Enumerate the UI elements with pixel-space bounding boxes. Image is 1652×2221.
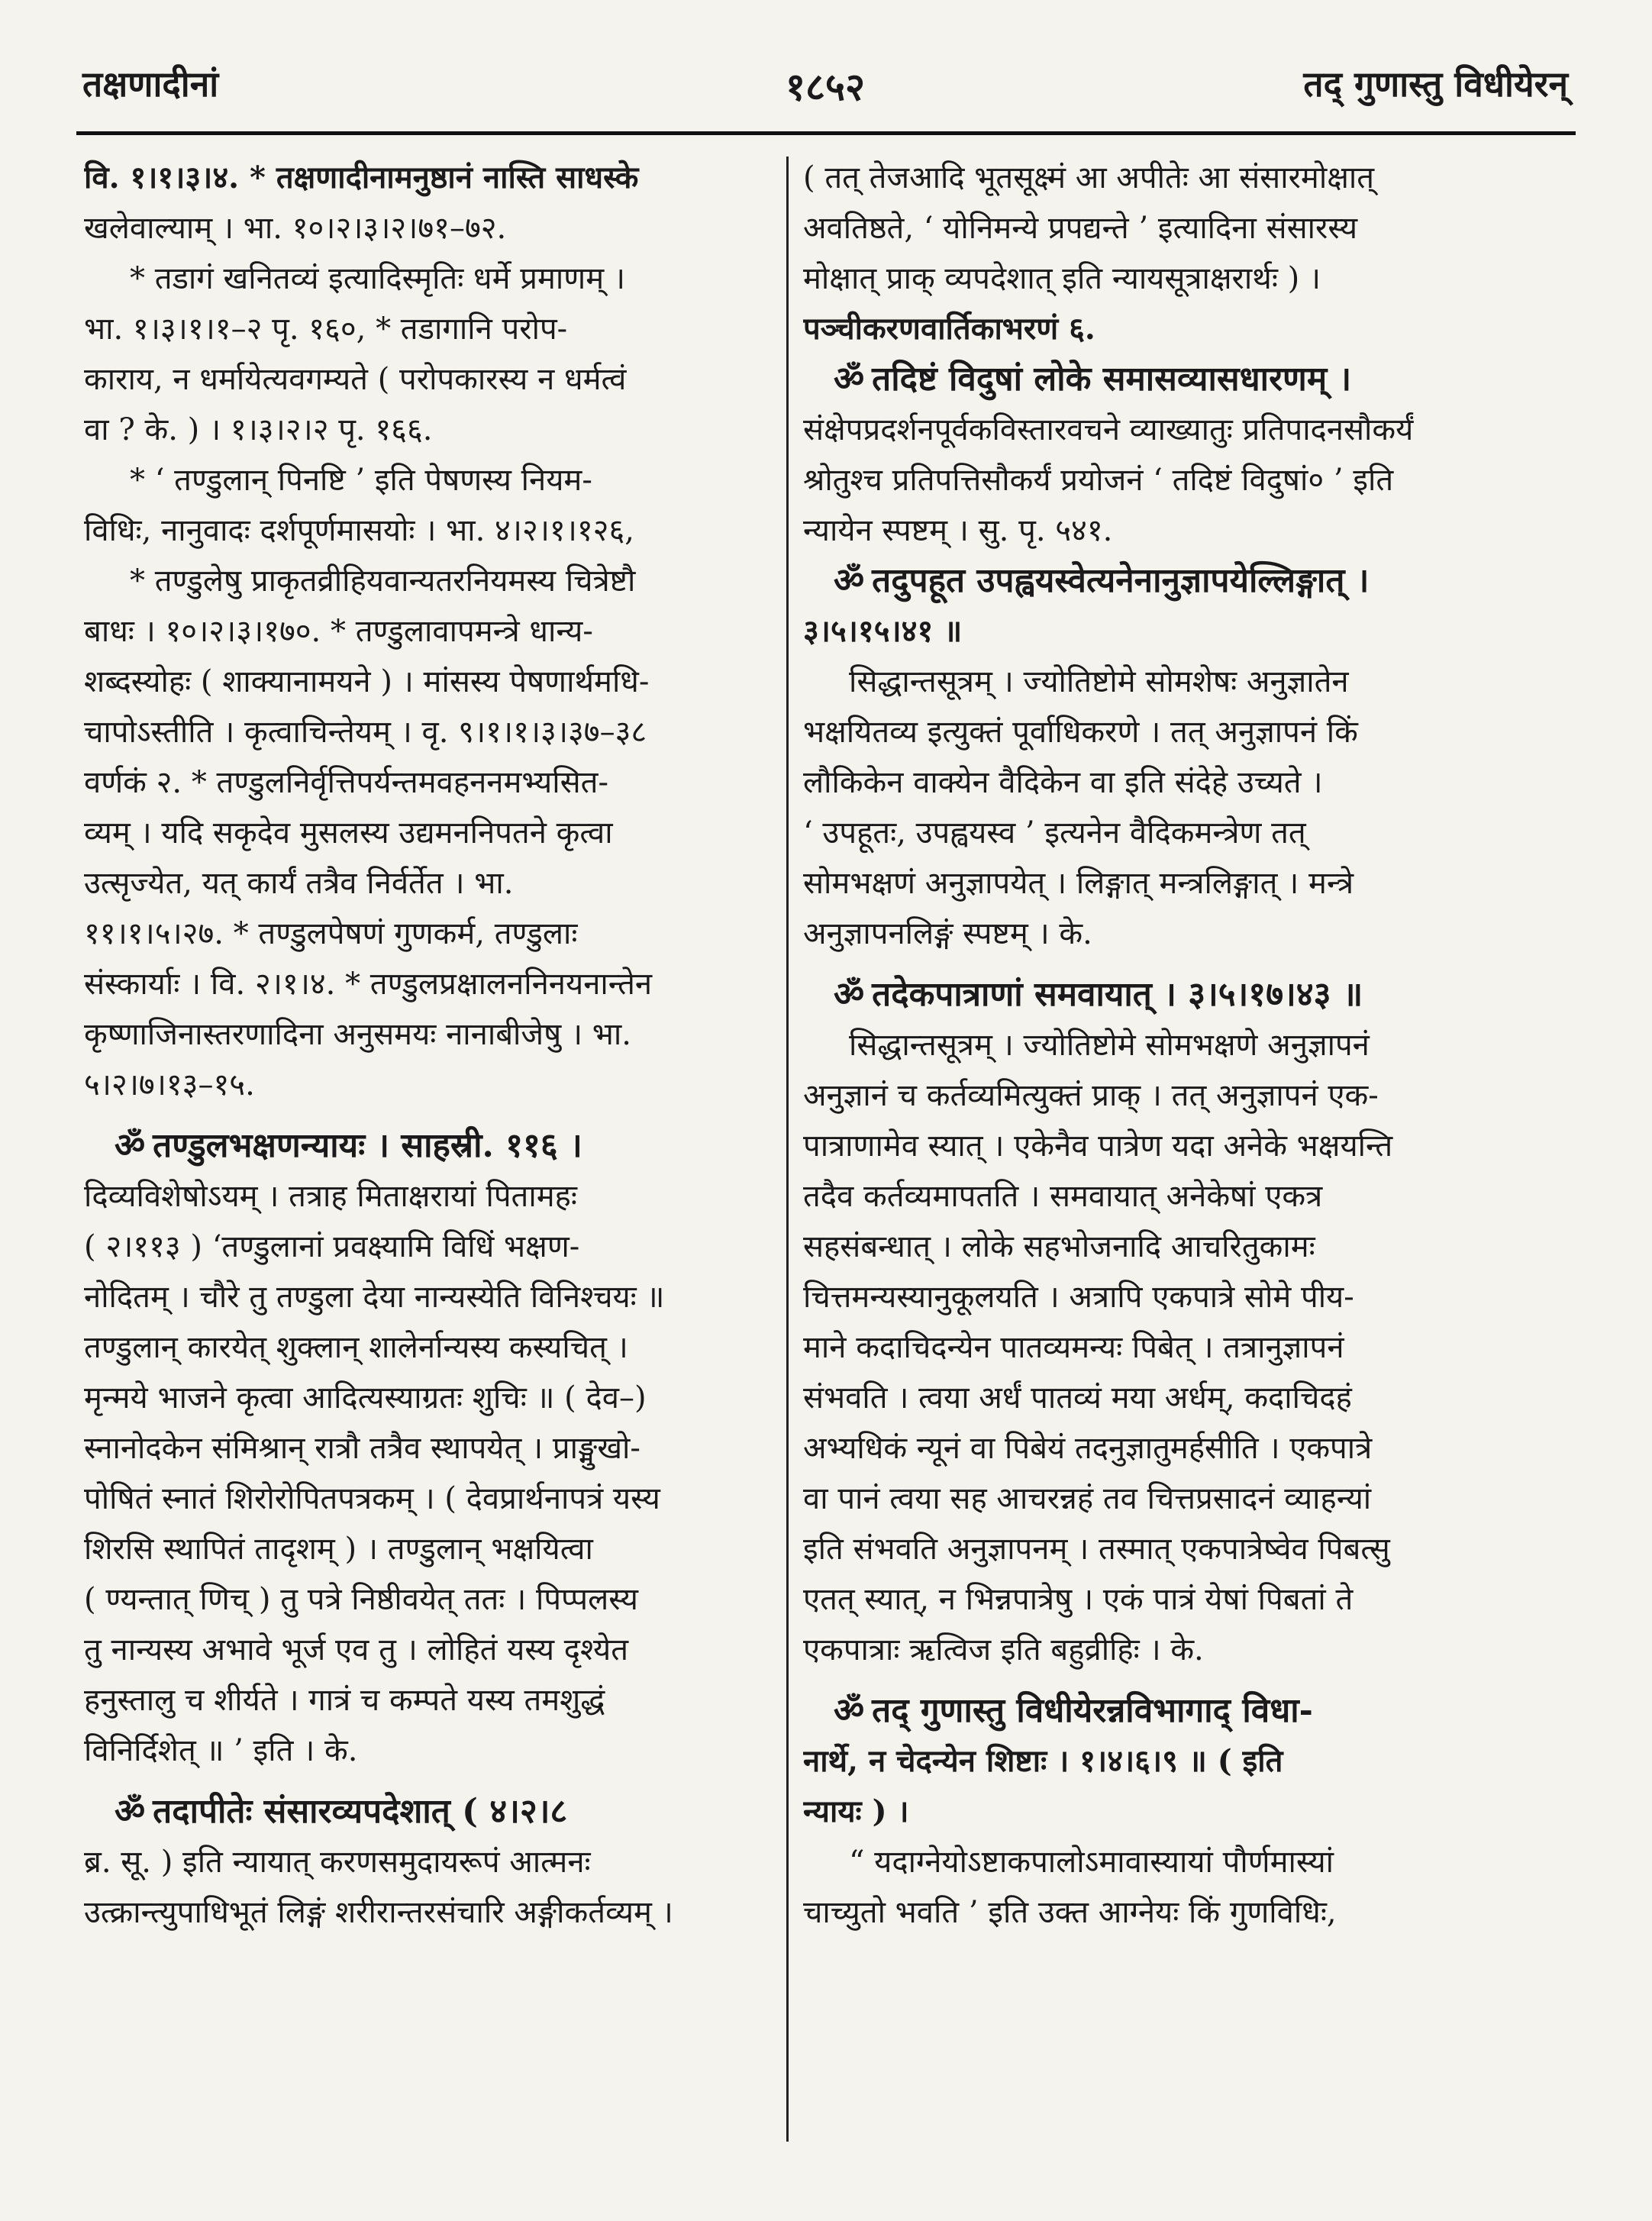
text-line	[84, 556, 771, 606]
line-text: खलेवाल्याम् । भा. १०।२।३।२।७१–७२.	[84, 211, 507, 246]
text-line	[803, 1423, 1542, 1474]
maxim-heading	[803, 556, 1542, 606]
text-line	[803, 1272, 1542, 1322]
text-line	[84, 707, 771, 757]
text-line	[84, 757, 771, 808]
line-text: चाच्युतो भवति ’ इति उक्त आग्नेयः किं गुणविधिः,	[803, 1895, 1337, 1930]
running-head-right: तद् गुणास्तु विधीयेरन्	[1303, 63, 1568, 105]
line-text: स्नानोदकेन संमिश्रान् रात्रौ तत्रैव स्थापयेत् । प्राङ्मुखो-	[84, 1431, 640, 1466]
column-divider	[786, 157, 789, 2142]
line-text: संक्षेपप्रदर्शनपूर्वकविस्तारवचने व्याख्यातुः प्रतिपादनसौकर्यं	[803, 412, 1414, 447]
text-line	[84, 1423, 771, 1474]
line-text: मोक्षात् प्राक् व्यपदेशात् इति न्यायसूत्राक्षरार्थः ) ।	[803, 261, 1321, 296]
text-line	[84, 1574, 771, 1625]
maxim-symbol-icon: ॐ	[834, 561, 865, 600]
line-text: बाधः । १०।२।३।१७०. * तण्डुलावापमन्त्रे धान्य-	[84, 614, 593, 649]
text-line	[803, 1574, 1542, 1625]
text-line	[84, 606, 771, 657]
line-text: तण्डुलभक्षणन्यायः । साहस्री. ११६ ।	[153, 1126, 582, 1165]
line-text: काराय, न धर्मायेत्यवगम्यते ( परोपकारस्य न धर्मत्वं	[84, 362, 627, 397]
line-text: * तडागं खनितव्यं इत्यादिस्मृतिः धर्मे प्रमाणम् ।	[130, 261, 626, 296]
line-text: मृन्मये भाजने कृत्वा आदित्यस्याग्रतः शुचिः ॥ ( देव–)	[84, 1380, 647, 1416]
page-number: १८५२	[786, 64, 865, 109]
line-text: तदिष्टं विदुषां लोके समासव्यासधारणम् ।	[872, 360, 1352, 399]
text-line	[803, 909, 1542, 959]
line-text: सोमभक्षणं अनुज्ञापयेत् । लिङ्गात् मन्त्रलिङ्गात् । मन्त्रे	[803, 866, 1354, 901]
text-line	[84, 1222, 771, 1272]
line-text: एतत् स्यात्, न भिन्नपात्रेषु । एकं पात्रं येषां पिबतां ते	[803, 1582, 1354, 1617]
line-text: हनुस्तालु च शीर्यते । गात्रं च कम्पते यस्य तमशुद्धं	[84, 1683, 605, 1718]
line-text: ११।१।५।२७. * तण्डुलपेषणं गुणकर्म, तण्डुलाः	[84, 916, 578, 951]
line-text: एकपात्राः ऋत्विज इति बहुव्रीहिः । के.	[803, 1632, 1204, 1667]
text-line	[803, 1373, 1542, 1423]
text-line	[803, 1524, 1542, 1574]
text-line	[803, 808, 1542, 858]
line-text: संस्कार्याः । वि. २।१।४. * तण्डुलप्रक्षालननिनयनान्तेन	[84, 967, 653, 1002]
text-line	[84, 909, 771, 959]
line-text: शब्दस्योहः ( शाक्यानामयने ) । मांसस्य पेषणार्थमधि-	[84, 664, 650, 699]
maxim-symbol-icon: ॐ	[834, 360, 865, 399]
text-line	[84, 203, 771, 253]
line-text: अनुज्ञानं च कर्तव्यमित्युक्तं प्राक् । तत् अनुज्ञापनं एक-	[803, 1078, 1379, 1113]
text-line	[803, 1887, 1542, 1938]
line-text: नोदितम् । चौरे तु तण्डुला देया नान्यस्येति विनिश्चयः ॥	[84, 1280, 665, 1315]
text-line	[803, 304, 1542, 354]
line-text: पोषितं स्नातं शिरोरोपितपत्रकम् । ( देवप्रार्थनापत्रं यस्य	[84, 1481, 660, 1516]
line-text: * तण्डुलेषु प्राकृतव्रीहियवान्यतरनियमस्य चित्रेष्टौ	[130, 563, 636, 599]
text-line	[803, 455, 1542, 505]
line-text: इति संभवति अनुज्ञापनम् । तस्मात् एकपात्रेष्वेव पिबत्सु	[803, 1532, 1390, 1567]
line-text: लौकिकेन वाक्येन वैदिकेन वा इति संदेहे उच्यते ।	[803, 765, 1323, 800]
line-text: व्यम् । यदि सकृदेव मुसलस्य उद्यमननिपतने कृत्वा	[84, 815, 613, 851]
maxim-heading	[803, 970, 1542, 1020]
line-text: ( तत् तेजआदि भूतसूक्ष्मं आ अपीतेः आ संसारमोक्षात्	[803, 160, 1375, 195]
line-text: “ यदाग्नेयोऽष्टाकपालोऽमावास्यायां पौर्णमास्यां	[849, 1845, 1334, 1880]
page-header	[82, 60, 1568, 121]
line-text: ५।२।७।१३–१५.	[84, 1067, 255, 1102]
text-line	[803, 1222, 1542, 1272]
text-line	[84, 253, 771, 304]
maxim-symbol-icon: ॐ	[834, 975, 865, 1014]
line-text: माने कदाचिदन्येन पातव्यमन्यः पिबेत् । तत्रानुज्ञापनं	[803, 1330, 1344, 1365]
line-text: वा पानं त्वया सह आचरन्नहं तव चित्तप्रसादनं व्याहन्यां	[803, 1481, 1372, 1516]
line-text: तद् गुणास्तु विधीयेरन्नविभागाद् विधा-	[872, 1691, 1313, 1730]
text-line	[803, 1625, 1542, 1675]
line-text: तण्डुलान् कारयेत् शुक्लान् शालेर्नान्यस्य कस्यचित् ।	[84, 1330, 628, 1365]
paragraph-gap	[803, 1675, 1542, 1686]
line-text: भक्षयितव्य इत्युक्तं पूर्वाधिकरणे । तत् अनुज्ञापनं किं	[803, 715, 1358, 750]
text-line	[803, 405, 1542, 455]
line-text: * ‘ तण्डुलान् पिनष्टि ’ इति पेषणस्य नियम-	[130, 463, 592, 498]
text-line	[803, 1474, 1542, 1524]
maxim-symbol-icon: ॐ	[115, 1792, 146, 1831]
line-text: सिद्धान्तसूत्रम् । ज्योतिष्टोमे सोमशेषः अनुज्ञातेन	[849, 664, 1349, 699]
line-text: ( ण्यन्तात् णिच् ) तु पत्रे निष्ठीवयेत् ततः । पिप्पलस्य	[84, 1582, 638, 1617]
line-text: ( २।११३ ) ‘तण्डुलानां प्रवक्ष्यामि विधिं भक्षण-	[84, 1229, 580, 1264]
line-text: ‘ उपहूतः, उपह्वयस्व ’ इत्यनेन वैदिकमन्त्रेण तत्	[803, 815, 1306, 851]
text-line	[84, 153, 771, 203]
line-text: श्रोतुश्च प्रतिपत्तिसौकर्यं प्रयोजनं ‘ तदिष्टं विदुषां० ’ इति	[803, 463, 1394, 498]
line-text: सहसंबन्धात् । लोके सहभोजनादि आचरितुकामः	[803, 1229, 1315, 1264]
text-line	[84, 505, 771, 556]
paragraph-gap	[84, 1776, 771, 1787]
text-line	[803, 606, 1542, 657]
line-text: विनिर्दिशेत् ॥ ’ इति । के.	[84, 1733, 358, 1768]
text-line	[803, 1322, 1542, 1373]
text-line	[84, 304, 771, 354]
paragraph-gap	[84, 1110, 771, 1121]
left-column	[84, 153, 771, 1938]
text-line	[84, 1837, 771, 1887]
text-line	[84, 1524, 771, 1574]
line-text: पञ्चीकरणवार्तिकाभरणं ६.	[803, 311, 1095, 347]
text-line	[84, 1625, 771, 1675]
line-text: तदैव कर्तव्यमापतति । समवायात् अनेकेषां एकत्र	[803, 1179, 1323, 1214]
line-text: पात्राणामेव स्यात् । एकेनैव पात्रेण यदा अनेके भक्षयन्ति	[803, 1128, 1393, 1164]
line-text: न्यायः ) ।	[803, 1793, 909, 1829]
line-text: तदुपहूत उपह्वयस्वेत्यनेनानुज्ञापयेल्लिङ्गात् ।	[872, 561, 1370, 600]
text-line	[803, 505, 1542, 556]
paragraph-gap	[803, 959, 1542, 970]
line-text: भा. १।३।१।१–२ पृ. १६०, * तडागानि परोप-	[84, 312, 568, 347]
line-text: वा ? के. ) । १।३।२।२ पृ. १६६.	[84, 412, 433, 447]
text-line	[803, 153, 1542, 203]
text-line	[803, 1020, 1542, 1070]
line-text: तदेकपात्राणां समवायात् । ३।५।१७।४३ ॥	[872, 975, 1363, 1014]
text-line	[84, 1060, 771, 1110]
line-text: उत्क्रान्त्युपाधिभूतं लिङ्गं शरीरान्तरसंचारि अङ्गीकर्तव्यम् ।	[84, 1895, 673, 1930]
text-line	[84, 1171, 771, 1222]
line-text: ब्र. सू. ) इति न्यायात् करणसमुदायरूपं आत्मनः	[84, 1845, 591, 1880]
header-rule	[76, 131, 1576, 135]
maxim-symbol-icon: ॐ	[115, 1126, 146, 1165]
text-line	[803, 858, 1542, 909]
running-head-left: तक्षणादीनां	[82, 63, 219, 105]
maxim-heading	[803, 1686, 1542, 1736]
text-line	[84, 858, 771, 909]
line-text: वर्णकं २. * तण्डुलनिर्वृत्तिपर्यन्तमवहननमभ्यसित-	[84, 765, 608, 800]
line-text: दिव्यविशेषोऽयम् । तत्राह मिताक्षरायां पितामहः	[84, 1179, 577, 1214]
text-line	[84, 1373, 771, 1423]
line-text: तदापीतेः संसारव्यपदेशात् ( ४।२।८	[153, 1792, 568, 1831]
maxim-heading	[84, 1787, 771, 1837]
text-line	[84, 405, 771, 455]
text-line	[84, 1272, 771, 1322]
text-line	[803, 1837, 1542, 1887]
text-line	[803, 1070, 1542, 1121]
text-line	[84, 354, 771, 405]
line-text: तु नान्यस्य अभावे भूर्ज एव तु । लोहितं यस्य दृश्येत	[84, 1632, 629, 1667]
text-line	[803, 1121, 1542, 1171]
line-text: अनुज्ञापनलिङ्गं स्पष्टम् । के.	[803, 916, 1092, 951]
line-text: अवतिष्ठते, ‘ योनिमन्ये प्रपद्यन्ते ’ इत्यादिना संसारस्य	[803, 211, 1358, 246]
maxim-heading	[803, 354, 1542, 405]
line-text: ३।५।१५।४१ ॥	[803, 613, 963, 649]
line-text: अभ्यधिकं न्यूनं वा पिबेयं तदनुज्ञातुमर्हसीति । एकपात्रे	[803, 1431, 1373, 1466]
line-text: न्यायेन स्पष्टम् । सु. पृ. ५४१.	[803, 513, 1113, 548]
line-text: चापोऽस्तीति । कृत्वाचिन्तेयम् । वृ. ९।१।१।३।३७–३८	[84, 715, 647, 750]
maxim-heading	[84, 1121, 771, 1171]
text-line	[84, 1887, 771, 1938]
right-column	[803, 153, 1542, 1938]
text-line	[803, 253, 1542, 304]
line-text: शिरसि स्थापितं तादृशम् ) । तण्डुलान् भक्षयित्वा	[84, 1532, 593, 1567]
text-line	[84, 1322, 771, 1373]
text-line	[84, 1009, 771, 1060]
maxim-symbol-icon: ॐ	[834, 1691, 865, 1730]
line-text: उत्सृज्येत, यत् कार्यं तत्रैव निर्वर्तेत । भा.	[84, 866, 514, 901]
text-line	[803, 657, 1542, 707]
line-text: चित्तमन्यस्यानुकूलयति । अत्रापि एकपात्रे सोमे पीय-	[803, 1280, 1354, 1315]
line-text: संभवति । त्वया अर्धं पातव्यं मया अर्धम्, कदाचिदहं	[803, 1380, 1352, 1416]
text-line	[84, 657, 771, 707]
text-line	[84, 808, 771, 858]
line-text: कृष्णाजिनास्तरणादिना अनुसमयः नानाबीजेषु । भा.	[84, 1017, 631, 1052]
text-line	[803, 1171, 1542, 1222]
text-line	[84, 1675, 771, 1725]
line-text: नार्थे, न चेदन्येन शिष्टाः । १।४।६।९ ॥ ( इति	[803, 1743, 1283, 1779]
text-line	[803, 203, 1542, 253]
text-line	[84, 959, 771, 1009]
text-line	[84, 455, 771, 505]
line-text: सिद्धान्तसूत्रम् । ज्योतिष्टोमे सोमभक्षणे अनुज्ञापनं	[849, 1028, 1370, 1063]
text-line	[84, 1725, 771, 1776]
text-line	[84, 1474, 771, 1524]
text-line	[803, 1787, 1542, 1837]
text-line	[803, 707, 1542, 757]
text-line	[803, 1736, 1542, 1787]
text-line	[803, 757, 1542, 808]
line-text: विधिः, नानुवादः दर्शपूर्णमासयोः । भा. ४।२।१।१२६,	[84, 513, 634, 548]
line-text: वि. १।१।३।४. * तक्षणादीनामनुष्ठानं नास्ति साधस्के	[84, 160, 639, 195]
